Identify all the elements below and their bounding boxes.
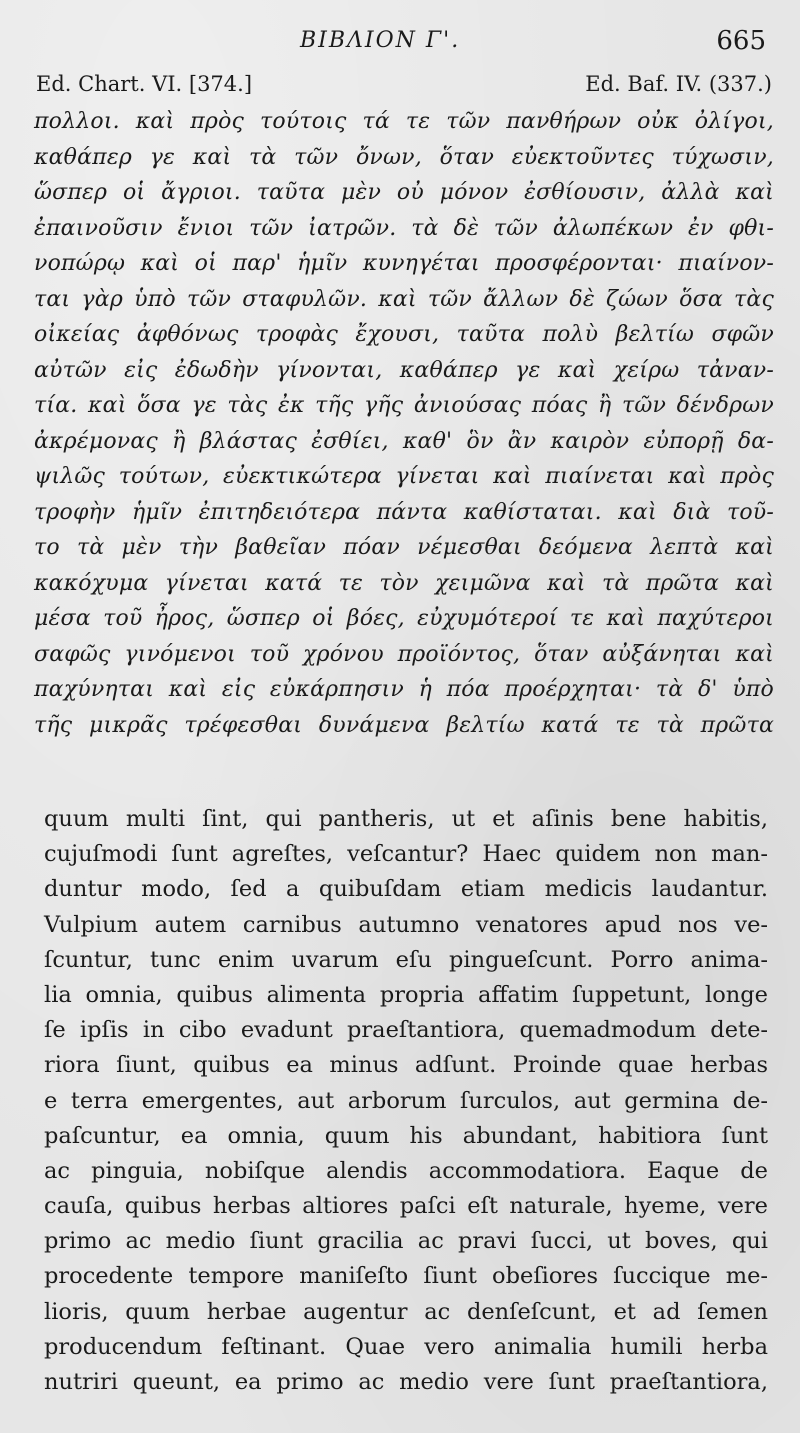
latin-line: cujuſmodi ſunt agreſtes, veſcantur? Haec quidem non man- <box>44 841 768 868</box>
latin-line: nutriri queunt, ea primo ac medio vere ſunt praeſtantiora, <box>44 1369 768 1395</box>
latin-line: riora ſiunt, quibus ea minus adſunt. Proinde quae herbas <box>44 1052 768 1079</box>
greek-line: το τὰ μὲν τὴν βαθεῖαν πόαν νέμεσθαι δεόμενα λεπτὰ καὶ <box>34 535 774 560</box>
page-number: 665 <box>716 26 766 56</box>
greek-line: νοπώρῳ καὶ οἱ παρ' ἡμῖν κυνηγέται προσφέρονται· πιαίνον- <box>34 251 774 276</box>
latin-line: producendum feſtinant. Quae vero animalia humili herba <box>44 1333 768 1360</box>
greek-line: τῆς μικρᾶς τρέφεσθαι δυνάμενα βελτίω κατά τε τὰ πρῶτα <box>34 712 774 738</box>
greek-line: καθάπερ γε καὶ τὰ τῶν ὄνων, ὅταν εὐεκτοῦντες τύχωσιν, <box>34 144 774 170</box>
greek-line: ψιλῶς τούτων, εὐεκτικώτερα γίνεται καὶ πιαίνεται καὶ πρὸς <box>34 464 774 489</box>
greek-line: ἐπαινοῦσιν ἔνιοι τῶν ἰατρῶν. τὰ δὲ τῶν ἀλωπέκων ἐν φθι- <box>34 215 774 241</box>
greek-line: τροφὴν ἡμῖν ἐπιτηδειότερα πάντα καθίσταται. καὶ διὰ τοῦ- <box>34 499 774 525</box>
latin-line: procedente tempore maniſeſto ſiunt obeſiores ſuccique me- <box>44 1263 768 1290</box>
greek-line: αὐτῶν εἰς ἐδωδὴν γίνονται, καθάπερ γε καὶ χείρω τἀναν- <box>34 357 774 383</box>
latin-line: primo ac medio ſiunt gracilia ac pravi ſucci, ut boves, qui <box>44 1228 768 1255</box>
latin-line: e terra emergentes, aut arborum ſurculos, aut germina de- <box>44 1087 768 1114</box>
greek-line: μέσα τοῦ ἦρος, ὥσπερ οἱ βόες, εὐχυμότεροί τε καὶ παχύτεροι <box>34 606 774 631</box>
edition-basel-reference: Ed. Baf. IV. (337.) <box>585 72 772 96</box>
latin-text-block <box>44 802 768 1400</box>
latin-line: cauſa, quibus herbas altiores paſci eſt naturale, hyeme, vere <box>44 1193 768 1220</box>
latin-line: Vulpium autem carnibus autumno venatores apud nos ve- <box>44 911 768 938</box>
latin-line: ſe ipſis in cibo evadunt praeſtantiora, quemadmodum dete- <box>44 1017 768 1044</box>
greek-line: κακόχυμα γίνεται κατά τε τὸν χειμῶνα καὶ τὰ πρῶτα καὶ <box>34 570 774 596</box>
greek-line: ὥσπερ οἱ ἄγριοι. ταῦτα μὲν οὐ μόνον ἐσθίουσιν, ἀλλὰ καὶ <box>34 180 774 205</box>
latin-line: quum multi ſint, qui pantheris, ut et aſinis bene habitis, <box>44 806 768 832</box>
latin-line: duntur modo, ſed a quibuſdam etiam medicis laudantur. <box>44 876 768 903</box>
running-head <box>0 28 800 58</box>
greek-line: ται γὰρ ὑπὸ τῶν σταφυλῶν. καὶ τῶν ἄλλων δὲ ζώων ὅσα τὰς <box>34 286 774 312</box>
latin-line: ac pinguia, nobiſque alendis accommodatiora. Eaque de <box>44 1157 768 1184</box>
latin-line: paſcuntur, ea omnia, quum his abundant, habitiora ſunt <box>44 1122 768 1149</box>
greek-line: σαφῶς γινόμενοι τοῦ χρόνου προϊόντος, ὅταν αὐξάνηται καὶ <box>34 641 774 667</box>
latin-line: lioris, quum herbae augentur ac denſeſcunt, et ad ſemen <box>44 1298 768 1325</box>
book-title: ΒΙΒΛΙΟΝ Γ'. <box>300 28 461 53</box>
edition-chart-reference: Ed. Chart. VI. [374.] <box>36 72 253 96</box>
latin-line: ſcuntur, tunc enim uvarum eſu pingueſcunt. Porro anima- <box>44 946 768 973</box>
greek-line: οἰκείας ἀφθόνως τροφὰς ἔχουσι, ταῦτα πολὺ βελτίω σφῶν <box>34 322 774 347</box>
greek-line: πολλοι. καὶ πρὸς τούτοις τά τε τῶν πανθήρων οὐκ ὀλίγοι, <box>34 109 774 134</box>
greek-line: τία. καὶ ὅσα γε τὰς ἐκ τῆς γῆς ἀνιούσας πόας ἢ τῶν δένδρων <box>34 393 774 418</box>
greek-text-block <box>34 104 774 743</box>
greek-line: παχύνηται καὶ εἰς εὐκάρπησιν ἡ πόα προέρχηται· τὰ δ' ὑπὸ <box>34 677 774 702</box>
edition-references <box>36 72 772 102</box>
latin-line: lia omnia, quibus alimenta propria affatim ſuppetunt, longe <box>44 981 768 1008</box>
greek-line: ἀκρέμονας ἢ βλάστας ἐσθίει, καθ' ὃν ἂν καιρὸν εὐπορῇ δα- <box>34 428 774 454</box>
